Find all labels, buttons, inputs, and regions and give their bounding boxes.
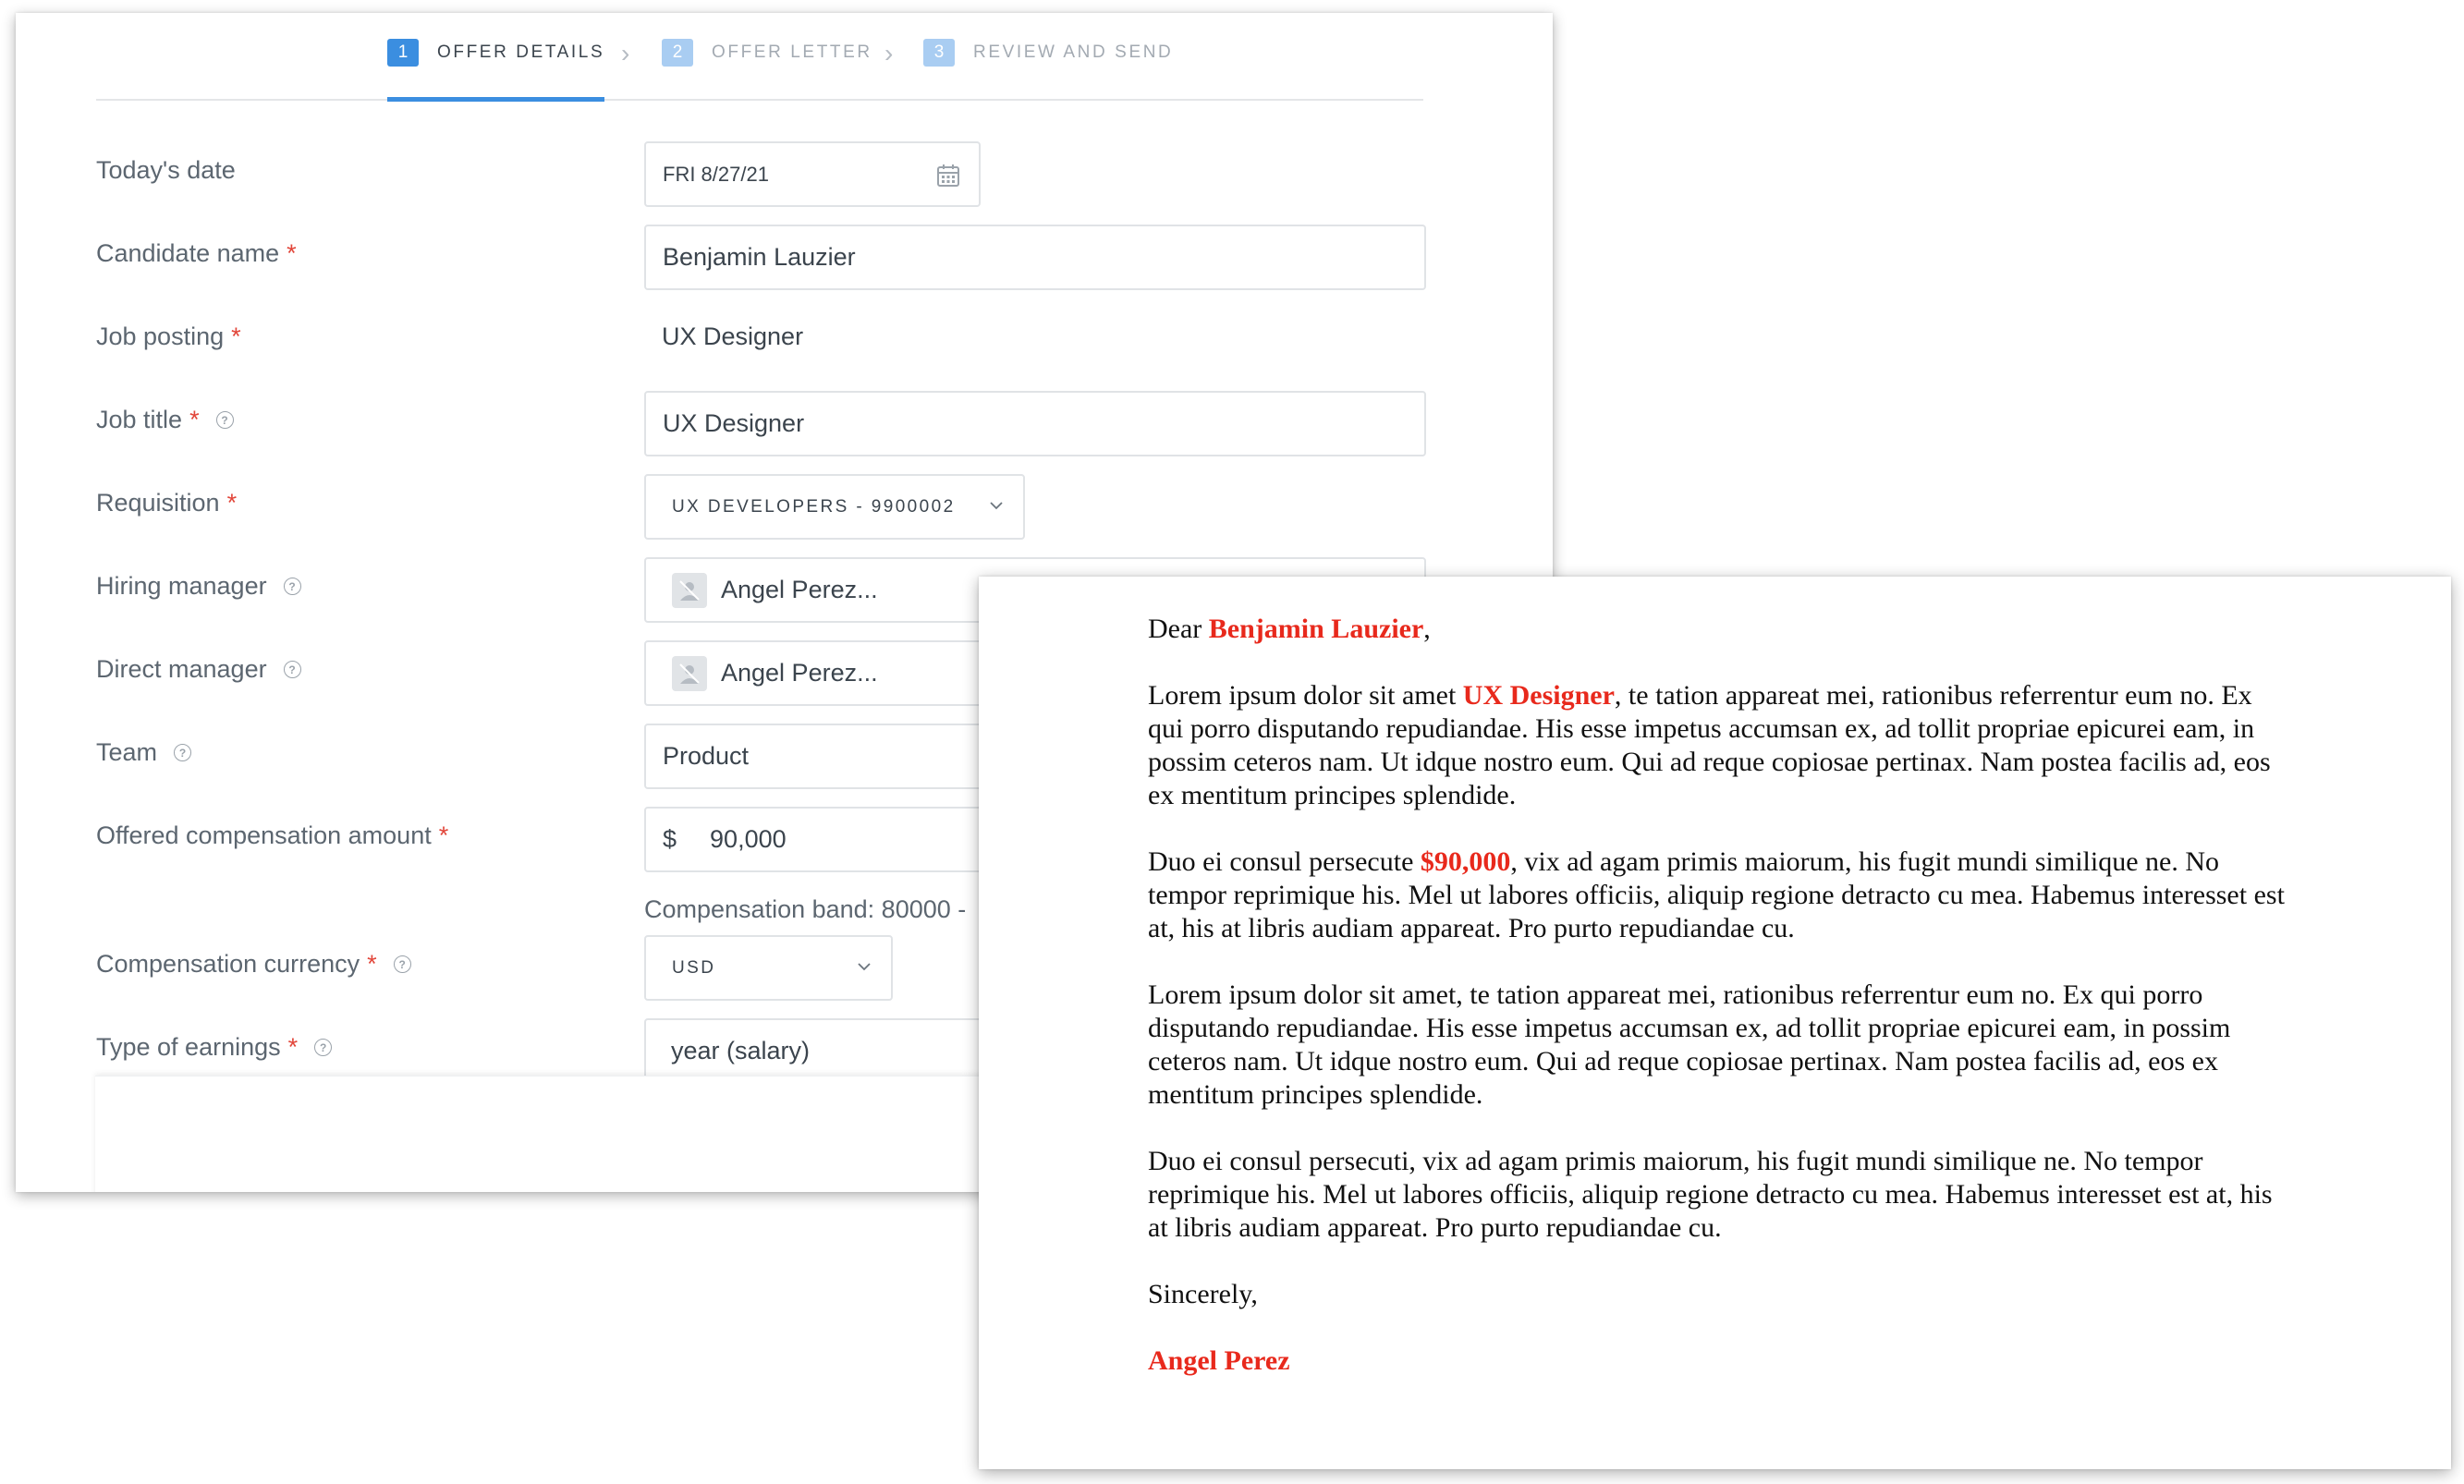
requisition-value: UX DEVELOPERS - 9900002 <box>672 496 956 517</box>
required-asterisk: * <box>367 950 377 978</box>
compensation-band-hint: Compensation band: 80000 - <box>644 895 967 923</box>
help-icon[interactable]: ? <box>394 955 411 973</box>
compensation-currency-value: USD <box>672 957 716 978</box>
todays-date-value: FRI 8/27/21 <box>663 162 769 186</box>
todays-date-field[interactable] <box>644 141 981 207</box>
step-offer-letter[interactable] <box>662 39 872 94</box>
team-label: Team ? <box>96 738 191 767</box>
help-icon[interactable]: ? <box>314 1039 332 1056</box>
type-of-earnings-label: Type of earnings * ? <box>96 1033 332 1062</box>
candidate-name-label: Candidate name * <box>96 239 297 267</box>
job-title-merge-field: UX Designer <box>1462 680 1615 711</box>
letter-paragraph-1: Lorem ipsum dolor sit amet UX Designer, te tation appareat mei, rationibus referrentur eum no. Ex qui porro disputando repudiandae. His esse impetus accumsan ex, ad tollit propriae epicurei eam, in possim ceteros nam. Ut idque nostro eum. Qui ad reque copiosae pertinax. Nam postea facilis ad, eos ex mentitum principes splendide. <box>1148 680 2271 810</box>
job-title-value: UX Designer <box>663 409 805 437</box>
compensation-amount-label: Offered compensation amount * <box>96 821 449 849</box>
step-number: 1 <box>387 39 419 67</box>
required-asterisk: * <box>231 322 241 350</box>
avatar-placeholder-icon <box>672 656 707 691</box>
step-label: REVIEW AND SEND <box>973 43 1174 62</box>
team-value: Product <box>663 742 750 770</box>
direct-manager-label: Direct manager ? <box>96 655 301 684</box>
letter-signature: Angel Perez <box>1148 1345 1290 1376</box>
help-icon[interactable]: ? <box>284 578 301 595</box>
avatar-placeholder-icon <box>672 573 707 608</box>
requisition-select[interactable] <box>644 474 1025 540</box>
required-asterisk: * <box>226 489 238 517</box>
letter-paragraph-2: Duo ei consul persecute $90,000, vix ad agam primis maiorum, his fugit mundi similique ne. No tempor reprimique his. Mel ut labores officiis, aliquip regione detracto cu mea. Habemus interesset est at, his at libris audiam appareat. Pro purto repudiandae cu. <box>1148 846 2285 943</box>
currency-symbol: $ <box>663 825 677 853</box>
candidate-name-merge-field: Benjamin Lauzier <box>1208 614 1424 644</box>
hiring-manager-label: Hiring manager ? <box>96 572 301 601</box>
help-icon[interactable]: ? <box>284 661 301 678</box>
step-label: OFFER DETAILS <box>437 43 605 62</box>
required-asterisk: * <box>287 1033 299 1061</box>
compensation-currency-select[interactable] <box>644 935 893 1001</box>
requisition-label: Requisition * <box>96 489 238 517</box>
compensation-amount-value: 90,000 <box>710 825 787 853</box>
required-asterisk: * <box>189 406 200 433</box>
candidate-name-input[interactable] <box>644 225 1426 290</box>
step-offer-details[interactable] <box>387 39 604 102</box>
step-number: 2 <box>662 39 693 67</box>
job-posting-value: UX Designer <box>662 322 804 350</box>
letter-greeting: Dear Benjamin Lauzier, <box>1148 614 1431 644</box>
compensation-currency-label: Compensation currency * ? <box>96 950 411 979</box>
step-number: 3 <box>923 39 955 67</box>
help-icon[interactable]: ? <box>174 744 191 761</box>
calendar-icon[interactable] <box>936 164 960 188</box>
job-title-input[interactable] <box>644 391 1426 456</box>
letter-paragraph-3: Lorem ipsum dolor sit amet, te tation appareat mei, rationibus referrentur eum no. Ex qui porro disputando repudiandae. His esse impetus accumsan ex, ad tollit propriae epicurei eam, in possim ceteros nam. Ut idque nostro eum. Qui ad reque copiosae pertinax. Nam postea facilis ad, eos ex mentitum principes splendide. <box>1148 979 2231 1110</box>
job-posting-label: Job posting * <box>96 322 241 350</box>
offer-letter-preview <box>979 577 2451 1469</box>
chevron-down-icon <box>990 499 1003 512</box>
job-title-label: Job title * ? <box>96 406 234 434</box>
candidate-name-value: Benjamin Lauzier <box>663 243 856 271</box>
salary-merge-field: $90,000 <box>1420 846 1511 877</box>
todays-date-label: Today's date <box>96 156 236 184</box>
help-icon[interactable]: ? <box>216 411 234 429</box>
stepper <box>96 13 1423 101</box>
required-asterisk: * <box>438 821 449 849</box>
required-asterisk: * <box>287 239 297 267</box>
letter-paragraph-4: Duo ei consul persecuti, vix ad agam primis maiorum, his fugit mundi similique ne. No tempor reprimique his. Mel ut labores officiis, aliquip regione detracto cu mea. Habemus interesset est at, his at libris audiam appareat. Pro purto repudiandae cu. <box>1148 1146 2273 1243</box>
letter-body <box>1148 613 2294 1411</box>
type-of-earnings-value: year (salary) <box>671 1037 811 1064</box>
letter-closing: Sincerely, <box>1148 1279 1258 1309</box>
direct-manager-value: Angel Perez... <box>721 659 878 687</box>
hiring-manager-value: Angel Perez... <box>721 576 878 603</box>
chevron-right-icon: › <box>621 39 630 67</box>
step-label: OFFER LETTER <box>712 43 872 62</box>
step-review-and-send[interactable] <box>923 39 1173 94</box>
chevron-down-icon <box>858 960 871 973</box>
chevron-right-icon: › <box>884 39 894 67</box>
